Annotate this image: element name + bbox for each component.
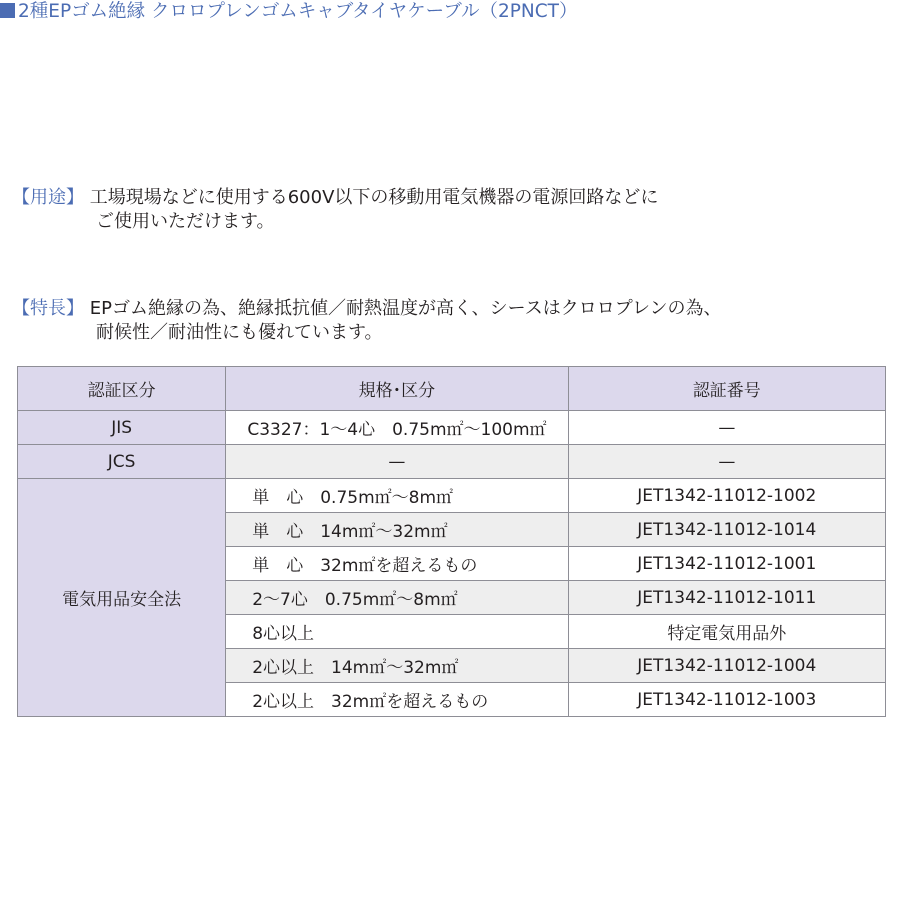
- usage-section: [12, 186, 658, 234]
- section-title-text: 2種EPゴム絶縁 クロロプレンゴムキャブタイヤケーブル（2PNCT）: [18, 1, 578, 22]
- cert-cell: —: [568, 411, 885, 445]
- category-cell: 電気用品安全法: [18, 479, 226, 717]
- category-cell: JIS: [18, 411, 226, 445]
- cert-cell: JET1342-11012-1011: [568, 581, 885, 615]
- features-text-1: EPゴム絶縁の為、絶縁抵抗値／耐熱温度が高く、シースはクロロプレンの為、: [89, 298, 722, 319]
- table-row: [18, 445, 886, 479]
- cert-cell: 特定電気用品外: [568, 615, 885, 649]
- cert-cell: JET1342-11012-1004: [568, 649, 885, 683]
- features-line-1: [12, 297, 722, 321]
- usage-text-1: 工場現場などに使用する600V以下の移動用電気機器の電源回路などに: [89, 187, 659, 208]
- usage-bracket-open: 【: [12, 187, 30, 208]
- features-bracket-close: 】: [66, 298, 84, 319]
- table-header-row: [18, 367, 886, 411]
- header-cert: 認証番号: [568, 367, 885, 411]
- header-category: 認証区分: [18, 367, 226, 411]
- spec-cell: 8心以上: [226, 615, 568, 649]
- cert-cell: JET1342-11012-1003: [568, 683, 885, 717]
- spec-cell: 2心以上 14m㎡～32m㎡: [226, 649, 568, 683]
- square-bullet-icon: [0, 3, 15, 18]
- spec-cell: 2心以上 32m㎡を超えるもの: [226, 683, 568, 717]
- table-row: [18, 479, 886, 513]
- features-bracket-open: 【: [12, 298, 30, 319]
- usage-line-1: [12, 186, 658, 210]
- usage-bracket-close: 】: [66, 187, 84, 208]
- usage-text-2: ご使用いただけます。: [96, 211, 275, 232]
- features-section: [12, 297, 722, 345]
- spec-cell: 単 心 0.75m㎡～8m㎡: [226, 479, 568, 513]
- section-title: [0, 0, 900, 24]
- features-label: 特長: [30, 298, 66, 319]
- usage-label: 用途: [30, 187, 66, 208]
- cert-cell: JET1342-11012-1001: [568, 547, 885, 581]
- table-row: [18, 411, 886, 445]
- spec-cell: 単 心 14m㎡～32m㎡: [226, 513, 568, 547]
- spec-cell: —: [226, 445, 568, 479]
- features-text-2: 耐候性／耐油性にも優れています。: [96, 322, 383, 343]
- cert-cell: JET1342-11012-1014: [568, 513, 885, 547]
- header-spec: 規格･区分: [226, 367, 568, 411]
- category-cell: JCS: [18, 445, 226, 479]
- spec-cell: 2～7心 0.75m㎡～8m㎡: [226, 581, 568, 615]
- cert-cell: JET1342-11012-1002: [568, 479, 885, 513]
- cert-cell: —: [568, 445, 885, 479]
- certification-table: [17, 366, 886, 717]
- spec-cell: 単 心 32m㎡を超えるもの: [226, 547, 568, 581]
- spec-cell: C3327：1～4心 0.75m㎡～100m㎡: [226, 411, 568, 445]
